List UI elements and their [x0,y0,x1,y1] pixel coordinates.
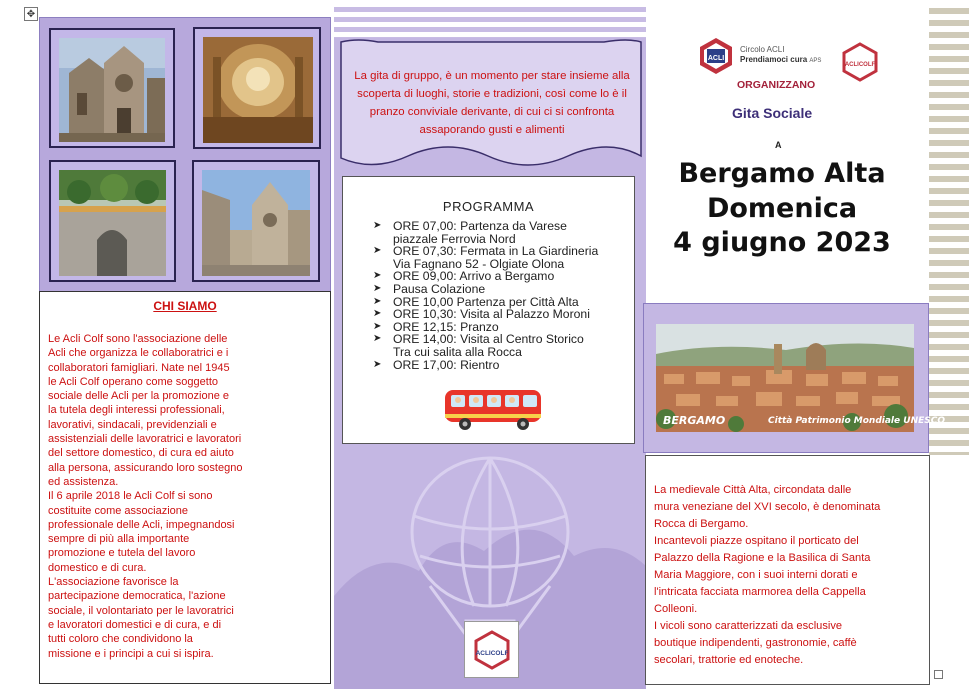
circolo-line1: Circolo ACLI [740,45,785,54]
chi-siamo-text: Le Acli Colf sono l'associazione delle Acli che organizza le collaboratrici e i collaboratori famigliari. Nate nel 1945 le Acli Colf operano come soggetto sociale delle Acli per la promozione e la tutela degli interessi professionali, lavorativi, sindacali, previdenziali e assistenziali delle lavoratrici e lavoratori del settore domestico, di cura ed aiuto alla persona, assicurando loro sostegno ed assistenza. Il 6 aprile 2018 le Acli Colf si sono costituite come associazione professionale delle Acli, impegnandosi sempre di più alla importante promozione e tutela del lavoro domestico e di cura. L'associazione favorisce la partecipazione democratica, l'azione sociale, il volontariato per le lavoratrici e lavoratori domestici e di cura, e di tutti coloro che condividono la missione e i principi a cui si ispira. [48,333,243,660]
circolo-aps: APS [809,58,822,64]
program-title: PROGRAMMA [442,199,535,214]
aclicolf-logo-text: ACLICOLF [475,649,508,657]
program-item: piazzale Ferrovia Nord [393,231,516,246]
program-item: Tra cui salita alla Rocca [393,344,522,359]
program-item: ➤ ORE 09,00: Arrivo a Bergamo [373,270,635,283]
chi-siamo-box [39,291,331,684]
program-item: ➤ ORE 17,00: Rientro [373,359,635,372]
program-item: ➤ ORE 07,00: Partenza da Varese [373,220,635,233]
acli-logo-text: ACLI [707,55,725,62]
chi-siamo-title: CHI SIAMO [153,299,217,313]
piazza-photo [192,160,320,282]
event-title [652,157,912,261]
bergamo-photo-label: BERGAMO [663,414,726,427]
gita-sociale-label: Gita Sociale [732,105,813,121]
aclicolf-logo-icon [472,630,512,670]
program-box [342,176,635,444]
unesco-photo-label: Città Patrimonio Mondiale UNESCO [768,416,945,426]
chapel-interior-photo [193,27,321,149]
description-text: La medievale Città Alta, circondata dalle mura veneziane del XVI secolo, è denominata Rocca di Bergamo. Incantevoli piazze ospitano il porticato del Palazzo della Ragione e la Basilica di Santa Maria Maggiore, con i suoi interni dorati e l'intricata facciata marmorea della Cappella Colleoni. I vicoli sono caratterizzati da esclusive boutique indipendenti, gastronomie, caffè secolari, trattorie ed enoteche. [654,484,881,666]
title-line3: 4 giugno 2023 [673,227,891,258]
program-item: ➤ ORE 14,00: Visita al Centro Storico [373,333,635,346]
circolo-acli-label [740,45,821,66]
acli-logo-icon [697,36,735,76]
photo-collage [39,17,331,292]
resize-handle-icon[interactable] [934,670,943,679]
program-item: ➤ Pausa Colazione [373,283,635,296]
right-stripes [929,2,969,455]
aclicolf-logo-text: ACLICOLF [844,62,876,68]
program-item: Via Fagnano 52 - Olgiate Olona [393,256,565,271]
cathedral-photo [49,28,175,148]
title-line1: Bergamo Alta [678,158,886,189]
garden-photo [49,160,176,282]
program-item: ➤ ORE 07,30: Fermata in La Giardineria [373,245,635,258]
program-item: ➤ ORE 10,30: Visita al Palazzo Moroni [373,308,635,321]
program-item: ➤ ORE 10,00 Partenza per Città Alta [373,296,635,309]
aclicolf-logo-icon [841,42,879,82]
move-handle-icon[interactable]: ✥ [24,7,38,21]
middle-stripes [334,2,646,38]
program-item: ➤ ORE 12,15: Pranzo [373,321,635,334]
bus-illustration [439,380,549,437]
circolo-line2: Prendiamoci cura [740,55,808,64]
aclicolf-logo-bottom [464,621,519,678]
quote-text: La gita di gruppo, è un momento per stare insieme alla scoperta di luoghi, storie e tradizioni, così come lo è il pranzo conviviale derivante, di cui ci si confronta assaporando gusti e alimenti [354,70,630,136]
program-list [373,220,635,371]
title-line2: Domenica [706,192,858,224]
a-label: A [775,140,782,150]
organizzano-label: ORGANIZZANO [737,79,816,91]
